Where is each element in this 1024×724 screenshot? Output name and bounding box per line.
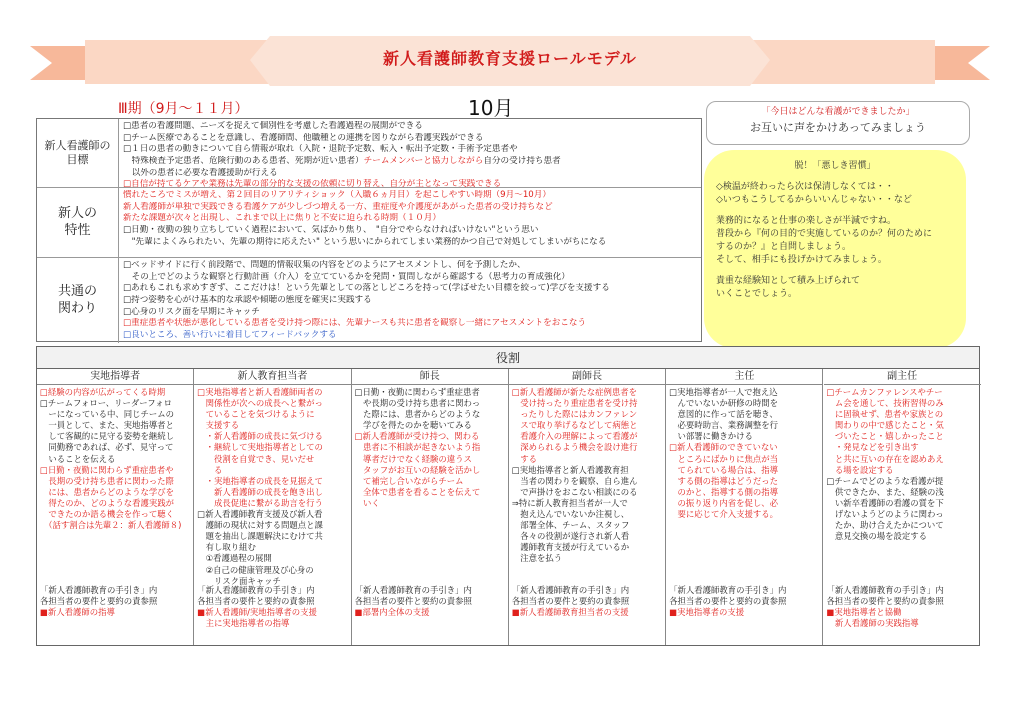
- role-line: 得たのか、どのような看護実践が: [40, 497, 174, 508]
- role-line: □経験の内容が広がってくる時期: [40, 387, 166, 397]
- reference-line: 各担当者の要件と要約の責参照: [197, 596, 315, 607]
- reference-line: 各担当者の要件と要約の責参照: [826, 596, 944, 607]
- reference-line: 各担当者の要件と要約の責参照: [511, 596, 630, 607]
- row-line: その上でどのような観察と行動計画（介入）を立てているかを発問・質問しながら確認する（思考力の育成強化）: [123, 271, 570, 282]
- bubble-text: [716, 181, 954, 301]
- row-common-involvement: [37, 257, 701, 343]
- goals-table: [36, 118, 702, 342]
- role-line: ・新人看護師の成長に気づける: [197, 431, 323, 442]
- role-line: ーになっている中、同じチームの: [40, 409, 174, 420]
- role-line: 意見交換の場を設定する: [826, 531, 927, 542]
- role-line: □新人看護師のできていない: [669, 442, 778, 453]
- bubble-line: [716, 207, 954, 215]
- bubble-line: 業務的になると仕事の楽しさが半減ですね。: [716, 216, 897, 227]
- row-line: □患者の看護問題、ニーズを捉えて個別性を考慮した看護過程の展開ができる: [123, 121, 423, 131]
- month-label: 10月: [468, 96, 514, 120]
- row-line: □良いところ、善い行いに着目してフィードバックする: [123, 330, 337, 341]
- motto-line: お互いに声をかけあってみましょう: [750, 120, 926, 134]
- row-line: □日勤・夜勤の独り立ちしていく過程において、気ばかり焦り、 "自分でやらなければいけない"という思い: [123, 225, 539, 236]
- row-goals: [37, 119, 701, 190]
- reference-line: 「新人看護師教育の手引き」内: [826, 585, 944, 595]
- reference-line: ■実地指導者と協働: [826, 607, 902, 618]
- role-line: る場を設定する: [826, 464, 894, 475]
- role-line: 深められるよう機会を設け進行: [511, 442, 638, 453]
- role-line: に固執せず、患者や家族との: [826, 409, 944, 420]
- role-line: る: [197, 464, 223, 475]
- row-content: [123, 190, 697, 248]
- role-line: ⇒特に新人教育担当者が一人で: [511, 497, 628, 508]
- role-line: 意図的に作って話を聴き、: [669, 409, 778, 420]
- role-line: 要に応じて介入支援する。: [669, 509, 779, 520]
- role-heading: 副師長: [509, 369, 665, 385]
- row-line: □ベッドサイドに行く前段階で、問題的情報収集の内容をどのようにアセスメントし、何を予測したか、: [123, 260, 526, 270]
- role-line: 護師の現状に対する問題点と課: [197, 520, 323, 531]
- role-line: 関係性が次への成長へと繋がっ: [197, 398, 323, 409]
- role-line: 導者だけでなく経験の違うス: [354, 453, 472, 464]
- row-line: □あれもこれも求めすぎず、ここだけは！という先輩としての落としどころを持って(学ばせたい目標を絞って)学びを支援する: [123, 283, 610, 294]
- role-line: する: [511, 453, 538, 464]
- reference-line: 「新人看護師教育の手引き」内: [511, 585, 630, 595]
- role-line: のかと、指導する側の指導: [669, 486, 779, 497]
- reference-line: 「新人看護師教育の手引き」内: [354, 585, 472, 595]
- role-line: 必要時助言、業務調整を行: [669, 420, 779, 431]
- role-line: づいたこと・嬉しかったこと: [826, 431, 944, 442]
- row-line: □心身のリスク面を早期にキャッチ: [123, 306, 260, 317]
- row-line: 新人看護師が単独で実践できる看護ケアが少しづつ増える一方、重症度や介護度があがった患者の受け持ちなど: [123, 201, 553, 212]
- row-line: □チーム医療であることを意識し、看護師間、他職種との連携を図りながら看護実践ができる: [123, 132, 484, 143]
- role-line: には、患者からどのような学びを: [40, 486, 174, 497]
- role-line: □日勤・夜勤に関わらず重症患者: [354, 387, 480, 397]
- reference-line: ■実地指導者の支援: [669, 607, 745, 618]
- row-content: [123, 121, 697, 191]
- role-line: 各々の役割が遂行され新人看: [511, 531, 630, 542]
- role-line: 抱え込んでいないか注視し、: [511, 509, 630, 520]
- reference-line: 各担当者の要件と要約の責参照: [354, 596, 472, 607]
- role-line: 長期の受け持ち患者に関わった際: [40, 475, 174, 486]
- role-line: 支援する: [197, 420, 240, 431]
- role-reference: [197, 585, 347, 629]
- reference-line: ■新人看護師/実地指導者の支援: [197, 607, 317, 618]
- role-line: の振り返り内省を促し、必: [669, 497, 779, 508]
- role-line: ②自己の健康管理及び心身の: [197, 564, 314, 575]
- role-line: □実地指導者と新人看護師両者の: [197, 387, 323, 397]
- row-content: [123, 260, 697, 342]
- role-line: ったりした際にはカンファレン: [511, 409, 638, 420]
- reference-line: 「新人看護師教育の手引き」内: [197, 585, 315, 595]
- role-reference: [355, 585, 505, 618]
- motto-line: 「今日はどんな看護ができましたか」: [761, 107, 915, 117]
- row-traits: [37, 187, 701, 257]
- reference-line: 各担当者の要件と要約の責参照: [40, 596, 158, 607]
- role-line: 有し取り組む: [197, 542, 256, 553]
- role-line: 供できたか、また、経験の浅: [826, 486, 944, 497]
- page-title: 新人看護師教育支援ロールモデル: [383, 49, 637, 68]
- role-heading: 新人教育担当者: [194, 369, 350, 385]
- role-column: [509, 369, 666, 645]
- bubble-line: 普段から『何の目的で実施しているのか？何のために: [716, 229, 933, 240]
- role-line: 注意を払う: [511, 553, 563, 564]
- row-line: "先輩によくみられたい、先輩の期待に応えたい" という思いにかられてしまい業務的かつ自己で対処してしまいがちになる: [123, 236, 607, 247]
- role-line: いることを伝える: [40, 453, 116, 464]
- role-column: [352, 369, 509, 645]
- row-heading: 共通の 関わり: [37, 258, 119, 343]
- role-line: □チームフォロー、リーダーフォロ: [40, 398, 172, 409]
- role-description: [37, 385, 193, 533]
- row-heading: 新人の 特性: [37, 188, 119, 257]
- bad-habits-bubble: [704, 150, 966, 348]
- role-line: ム会を通して、技術習得のみ: [826, 398, 944, 409]
- role-line: で声掛けをおこない相談にのる: [511, 486, 638, 497]
- role-line: リスク面キャッチ: [197, 575, 281, 586]
- role-line: 同勤務であれば、必ず、見守って: [40, 442, 174, 453]
- role-column: [37, 369, 194, 645]
- role-line: 当者の関わりを観察、自ら進ん: [511, 475, 638, 486]
- role-line: て補完し合いながらチーム: [354, 475, 464, 486]
- bubble-line: [716, 267, 954, 275]
- role-line: い部署に働きかける: [669, 431, 753, 442]
- period-label: Ⅲ期（9月～１１月）: [118, 101, 249, 117]
- role-line: 全体で患者を看ることを伝えて: [354, 486, 481, 497]
- role-heading: 実地指導者: [37, 369, 193, 385]
- role-line: して客観的に見守る姿勢を継続し: [40, 431, 174, 442]
- role-line: □新人看護師が新たな症例患者を: [511, 387, 638, 397]
- role-line: （話す割合は先輩２：新人看護師８): [40, 520, 182, 531]
- reference-line: ■新人看護師の指導: [40, 607, 115, 618]
- role-line: てられている場合は、指導: [669, 464, 779, 475]
- role-line: 新人看護師の成長を飽き出し: [197, 486, 323, 497]
- row-line: □自信が持てるケアや業務は先輩の部分的な支援の依頼に切り替え、自分が主となって実践できる: [123, 179, 502, 190]
- role-line: □チームカンファレンスやチー: [826, 387, 943, 397]
- title-banner: [30, 36, 990, 86]
- role-line: □チームでどのような看護が提: [826, 475, 944, 486]
- role-line: た際には、患者からどのような: [354, 409, 481, 420]
- row-line: □持つ姿勢を心がけ基本的な承認や傾聴の態度を確実に実践する: [123, 295, 372, 306]
- role-line: できたのか語る機会を作って聴く: [40, 509, 174, 520]
- role-line: 看護介入の理解によって看護が: [511, 431, 638, 442]
- role-line: □実地指導者が一人で抱え込: [669, 387, 778, 397]
- motto-box: [706, 101, 970, 145]
- role-line: ・実地指導者の成長を見据えて: [197, 475, 323, 486]
- roles-title: 役割: [37, 347, 979, 369]
- bubble-title: 脱！「悪しき習慣」: [794, 161, 876, 171]
- roles-table: [36, 346, 980, 646]
- role-line: たか、助け合えたかについて: [826, 520, 944, 531]
- role-line: 患者に不相談が起きないよう指: [354, 442, 481, 453]
- role-line: タッフがお互いの経験を活かし: [354, 464, 481, 475]
- role-line: □実地指導者と新人看護教育担: [511, 464, 629, 475]
- role-heading: 主任: [666, 369, 822, 385]
- role-description: [194, 385, 350, 589]
- role-description: [824, 385, 981, 544]
- role-line: いく: [354, 497, 380, 508]
- role-line: ・発見などを引き出す: [826, 442, 919, 453]
- reference-line: 各担当者の要件と要約の責参照: [669, 596, 787, 607]
- role-line: □新人看護師が受け持つ、関わる: [354, 431, 480, 442]
- bubble-line: いくことでしょう。: [716, 289, 798, 300]
- role-reference: [669, 585, 819, 618]
- role-line: ①看護過程の展開: [197, 553, 272, 564]
- row-line: □１日の患者の動きについて自ら情報が取れ（入院・退院予定数、転入・転出予定数・手術予定患者や: [123, 144, 518, 155]
- role-column: [666, 369, 823, 645]
- role-line: ・継続して実地指導者としての: [197, 442, 323, 453]
- role-line: 役割を自覚でき、見いだせ: [197, 453, 315, 464]
- role-description: [509, 385, 665, 567]
- bubble-line: するのか？』と自問しましょう。: [716, 242, 852, 253]
- role-line: 成長促進に繋がる助言を行う: [197, 497, 323, 508]
- role-line: や長期の受け持ち患者に関わっ: [354, 398, 481, 409]
- role-column: [824, 369, 981, 645]
- role-reference: [827, 585, 978, 629]
- role-line: する側の指導はどうだった: [669, 475, 779, 486]
- role-heading: 師長: [352, 369, 508, 385]
- role-heading: 副主任: [824, 369, 981, 385]
- role-line: 部署全体、チーム、スタッフ: [511, 520, 630, 531]
- role-line: い新卒看護師の看護の質を下: [826, 497, 944, 508]
- bubble-line: ◇いつもこうしてるからいいんじゃない・・など: [716, 195, 912, 206]
- role-line: と共に互いの存在を認めあえ: [826, 453, 944, 464]
- bubble-line: 貴重な経験知として積み上げられて: [716, 276, 861, 287]
- bubble-line: ◇検温が終わったら次は保清しなくては・・: [716, 182, 894, 193]
- role-line: ていることを気づけるように: [197, 409, 315, 420]
- reference-line: 「新人看護師教育の手引き」内: [40, 585, 158, 595]
- row-line: 特殊検査予定患者、危険行動のある患者、死期が近い患者）チームメンバーと協力しながら自分の受け持ち患者: [123, 156, 561, 167]
- row-line: 以外の患者に必要な看護援助が行える: [123, 167, 278, 178]
- role-description: [666, 385, 822, 522]
- reference-line: ■新人看護師教育担当者の支援: [511, 607, 629, 618]
- role-line: げないようどのように関わっ: [826, 509, 944, 520]
- reference-line: 新人看護師の実践指導: [826, 618, 919, 629]
- role-reference: [40, 585, 190, 618]
- row-line: 新たな課題が次々と出現し、これまで以上に焦りと不安に迫られる時期（１０月）: [123, 213, 441, 224]
- reference-line: ■部署内全体の支援: [354, 607, 430, 618]
- role-line: 受け持ったり重症患者を受け持: [511, 398, 638, 409]
- role-line: んでいないか研修の時間を: [669, 398, 779, 409]
- row-heading: 新人看護師の 目標: [37, 119, 119, 187]
- role-line: □新人看護師教育支援及び新人看: [197, 509, 323, 520]
- role-line: 題を抽出し課題解決にむけて共: [197, 531, 323, 542]
- role-line: ところにばかりに焦点が当: [669, 453, 779, 464]
- role-line: 護師教育支援が行えているか: [511, 542, 630, 553]
- role-description: [352, 385, 508, 511]
- role-reference: [512, 585, 662, 618]
- role-line: □日勤・夜勤に関わらず重症患者や: [40, 464, 174, 475]
- reference-line: 主に実地指導者の指導: [197, 618, 290, 629]
- role-line: 学びを得たのかを聴いてみる: [354, 420, 472, 431]
- row-line: □重症患者や状態が悪化している患者を受け持つ際には、先輩ナースも共に患者を観察し一緒にアセスメントをおこなう: [123, 318, 587, 329]
- row-line: 慣れたころでミスが増え、第２回目のリアリティショック（入職６ヵ月目）を起こしやすい時期（9月～10月）: [123, 190, 551, 200]
- role-line: 一員として、また、実地指導者と: [40, 420, 174, 431]
- role-line: スで取り挙げるなどして病態と: [511, 420, 638, 431]
- reference-line: 「新人看護師教育の手引き」内: [669, 585, 787, 595]
- bubble-line: そして、相手にも投げかけてみましょう。: [716, 255, 887, 266]
- role-line: 関わりの中で感じたこと・気: [826, 420, 944, 431]
- role-column: [194, 369, 351, 645]
